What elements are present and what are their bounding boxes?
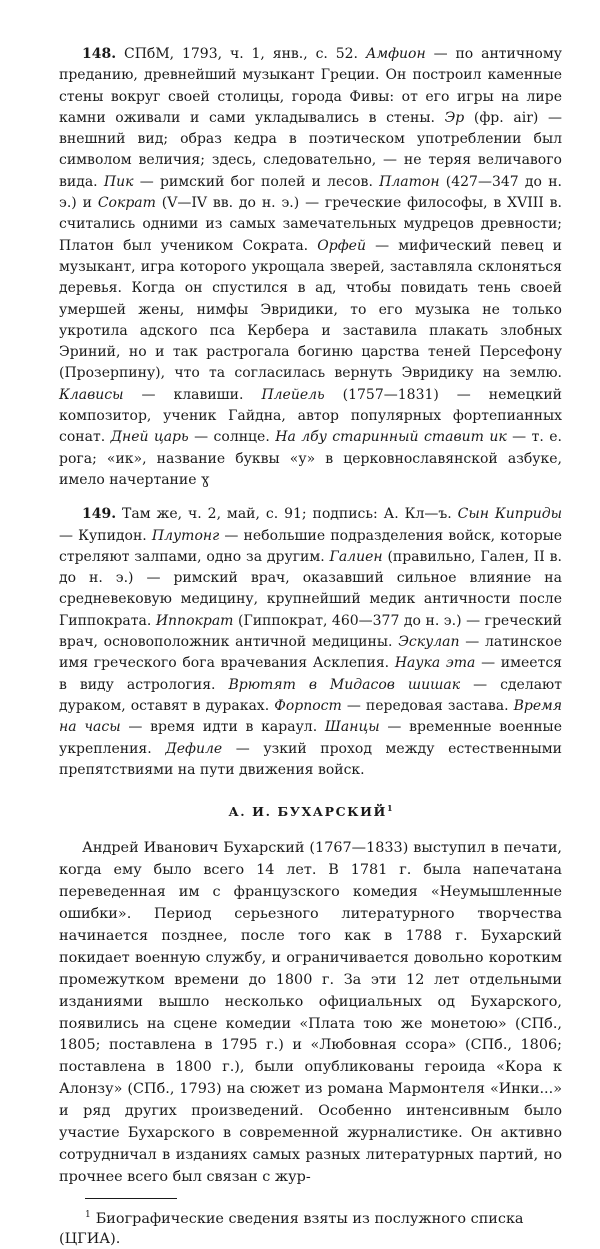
- term: Пик: [103, 173, 134, 190]
- term: Платон: [379, 173, 440, 190]
- footnote-mark: 1: [85, 1209, 91, 1220]
- footnote-reference: 1: [386, 803, 393, 814]
- note-text: — временные военные укрепления.: [59, 719, 562, 757]
- note-text: СПбМ, 1793, ч. 1, янв., с. 52.: [116, 46, 366, 62]
- note-text: (фр. air) — внешний вид; образ кедра в поэтическом употреблении был символом величия; здесь, следовательно, — не теряя величавого вида.: [59, 109, 562, 190]
- footnote-divider: [85, 1198, 177, 1199]
- note-text: — небольшие подразделения войск, которые стреляют залпами, одно за другим.: [59, 527, 562, 565]
- term: Плутонг: [151, 527, 220, 544]
- section-title: А. И. БУХАРСКИЙ: [228, 804, 387, 820]
- intro-paragraph: Андрей Иванович Бухарский (1767—1833) выступил в печати, когда ему было всего 14 лет. В 1781 г. была напечатана переведенная им с французского комедия «Неумышленные ошибки». Период серьезного литературного творчества начинается позднее, после того как в 1788 г. Бухарский покидает военную службу, и ограничивается довольно коротким промежутком времени до 1800 г. За эти 12 лет отдельными изданиями вышло несколько официальных од Бухарского, появились на сцене комедии «Плата тою же монетою» (СПб., 1805; поставлена в 1795 г.) и «Любовная ссора» (СПб., 1806; поставлена в 1800 г.), были опубликованы героида «Кора к Алонзу» (СПб., 1793) на сюжет из романа Мармонтеля «Инки...» и ряд других произведений. Особенно интенсивным было участие Бухарского в современной журналистике. Он активно сотрудничал в изданиях самых разных литературных партий, но прочнее всего был связан с жур-: [59, 840, 562, 1185]
- note-148: [59, 44, 562, 491]
- note-text: — т. е. рога; «ик», название буквы «у» в церковнославянской азбуке, имело начертание: [59, 429, 563, 488]
- note-text: — время идти в караул.: [120, 719, 325, 736]
- note-text: — Купидон.: [59, 527, 152, 544]
- term: На лбу старинный ставит ик: [275, 429, 507, 446]
- note-text: (правильно, Гален, II в. до н. э.) — римский врач, оказавший сильное влияние на средневековую медицину, крупнейший медик античности после Гиппократа.: [59, 548, 562, 629]
- note-text: — солнце.: [188, 429, 276, 446]
- term: Дней царь: [110, 429, 189, 446]
- section-heading: [59, 803, 562, 819]
- note-149: [59, 504, 562, 781]
- note-text: — узкий проход между естественными препятствиями на пути движения войск.: [59, 740, 562, 778]
- note-number: 149.: [82, 506, 117, 523]
- note-text: — имеется в виду астрология.: [59, 655, 562, 693]
- term: Клависы: [59, 386, 124, 403]
- footnote-text: Биографические сведения взяты из послужного списка (ЦГИА).: [59, 1210, 524, 1247]
- note-number: 148.: [82, 46, 117, 62]
- term: Шанцы: [324, 719, 380, 736]
- note-text: — по античному преданию, древнейший музыкант Греции. Он построил каменные стены вокруг своей столицы, города Фивы: от его игры на лире камни оживали и сами укладывались в стены.: [59, 46, 562, 126]
- term: Форпост: [274, 697, 342, 714]
- term: Сократ: [97, 195, 156, 212]
- note-text: — римский бог полей и лесов.: [133, 173, 380, 190]
- term: Амфион: [365, 46, 426, 62]
- note-text: — сделают дураком, оставят в дураках.: [59, 676, 562, 714]
- note-text: (Гиппократ, 460—377 до н. э.) — греческий врач, основоположник античной медицины.: [59, 612, 562, 651]
- term: Врютят в Мидасов шишак: [228, 676, 461, 693]
- note-text: — мифический певец и музыкант, игра которого укрощала зверей, заставляла склоняться деревья. Когда он спустился в ад, чтобы повидать тень своей умершей жены, нимфы Эвридики, то его музыка не только укротила адского пса Кербера и заставила плакать злобных Эриний, но и так растрогала богиню царства теней Персефону (Прозерпину), что та согласилась вернуть Эвридику на землю.: [59, 237, 562, 382]
- term: Орфей: [317, 237, 366, 254]
- term: Эскулап: [398, 634, 460, 651]
- note-text: Там же, ч. 2, май, с. 91; подпись: А. Кл—ъ.: [116, 506, 458, 523]
- term: Дефиле: [165, 740, 223, 757]
- note-text: — клавиши.: [123, 386, 262, 403]
- izhitsa-glyph: ɣ: [200, 471, 210, 488]
- term: Время на часы: [59, 697, 562, 736]
- note-text: (427—347 до н. э.) и: [59, 173, 562, 212]
- term: Эр: [444, 109, 465, 126]
- term: Сын Киприды: [457, 506, 562, 523]
- note-text: (V—IV вв. до н. э.) — греческие философы, в XVIII в. считались одними из самых замечательных мудрецов древности; Платон был учеником Сократа.: [59, 195, 563, 254]
- term: Наука эта: [394, 655, 476, 672]
- footnote: [59, 1205, 562, 1249]
- note-text: — передовая застава.: [341, 697, 514, 714]
- term: Плейель: [261, 386, 325, 403]
- term: Галиен: [329, 548, 383, 565]
- note-text: — латинское имя греческого бога врачевания Асклепия.: [59, 634, 562, 672]
- note-text: (1757—1831) — немецкий композитор, ученик Гайдна, автор популярных фортепианных сонат.: [59, 386, 562, 446]
- term: Иппократ: [155, 612, 234, 629]
